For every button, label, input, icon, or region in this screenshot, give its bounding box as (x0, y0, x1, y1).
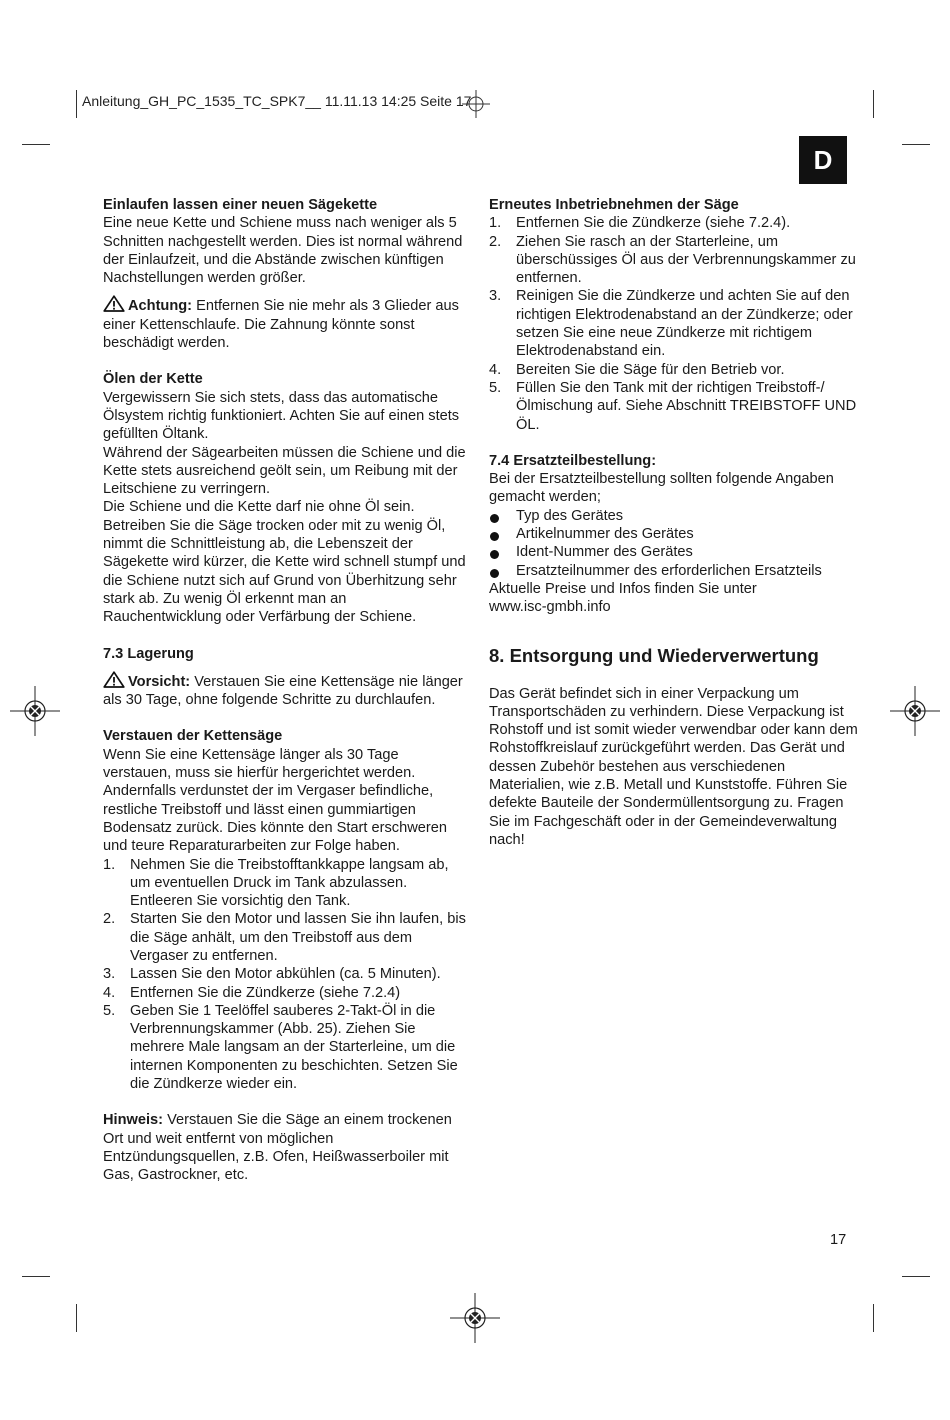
bullet-icon (490, 550, 499, 559)
paragraph: Während der Sägearbeiten müssen die Schiene und die Kette stets ausreichend geölt sein, um Reibung mit der Leitschiene zu verringern. (103, 444, 466, 498)
list-item (489, 507, 859, 525)
crop-mark (902, 1276, 930, 1277)
print-header: Anleitung_GH_PC_1535_TC_SPK7__ 11.11.13 14:25 Seite 17 (82, 93, 472, 109)
list-item (103, 965, 468, 983)
list-number: 3. (489, 288, 502, 305)
list-number: 3. (103, 966, 116, 983)
caution-text: Verstauen Sie eine Kettensäge nie länger als 30 Tage, ohne folgende Schritte zu durchlaufen. (103, 673, 463, 709)
chapter-heading: 8. Entsorgung und Wiederverwertung (489, 644, 819, 666)
list-text: Entfernen Sie die Zündkerze (siehe 7.2.4). (516, 215, 791, 232)
list-item (103, 984, 468, 1002)
list-text: Artikelnummer des Gerätes (516, 526, 694, 543)
registration-mark-icon (10, 686, 60, 736)
caution-label: Vorsicht: (128, 673, 191, 690)
list-item (103, 856, 468, 911)
list-text: Nehmen Sie die Treibstofftankkappe langsam ab, um eventuellen Druck im Tank abzulassen. Entleeren Sie vorsichtig den Tank. (130, 856, 449, 910)
registration-mark-icon (450, 1293, 500, 1343)
section-title: Einlaufen lassen einer neuen Sägekette (103, 197, 378, 213)
list-item (489, 543, 859, 561)
list-text: Ziehen Sie rasch an der Starterleine, um überschüssiges Öl aus der Verbrennungskammer zu entfernen. (516, 233, 856, 287)
page-number: 17 (830, 1232, 847, 1248)
list-item (489, 379, 859, 434)
list-text: Geben Sie 1 Teelöffel sauberes 2-Takt-Öl in die Verbrennungskammer (Abb. 25). Ziehen Sie mehrere Male langsam an der Starterleine, um die internen Komponenten zu beschichten. Setzen Sie die Zündkerze wieder ein. (130, 1002, 458, 1093)
list-item (103, 910, 468, 965)
section-title: 7.4 Ersatzteilbestellung: (489, 452, 657, 469)
list-number: 1. (489, 215, 502, 232)
paragraph: Die Schiene und die Kette darf nie ohne Öl sein. Betreiben Sie die Säge trocken oder mit zu wenig Öl, nimmt die Schnittleistung ab, die Lebenszeit der Sägekette wird kürzer, die Kette wird schnell stumpf und die Schiene nutzt sich auf Grund von Überhitzung sehr stark ab. Zu wenig Öl erkennt man an Rauchentwicklung oder Verfärbung der Schiene. (103, 499, 466, 626)
crop-mark (873, 1304, 874, 1332)
paragraph: Bei der Ersatzteilbestellung sollten folgende Angaben gemacht werden; (489, 471, 834, 506)
bullet-list (489, 507, 859, 580)
bullet-icon (490, 569, 499, 578)
warning-triangle-icon (103, 671, 125, 688)
registration-mark-icon (890, 686, 940, 736)
bullet-icon (490, 532, 499, 541)
note-label: Hinweis: (103, 1112, 164, 1129)
list-text: Ident-Nummer des Gerätes (516, 544, 693, 561)
section-title: Erneutes Inbetriebnehmen der Säge (489, 197, 739, 213)
warning-triangle-icon (103, 295, 125, 312)
list-number: 4. (103, 984, 116, 1001)
list-number: 2. (103, 911, 116, 928)
list-text: Reinigen Sie die Zündkerze und achten Sie auf den richtigen Elektrodenabstand an der Zündkerze; oder setzen Sie eine neue Zündkerze mit richtigem Elektrodenabstand ein. (516, 288, 853, 360)
list-item (489, 214, 859, 232)
paragraph: Eine neue Kette und Schiene muss nach weniger als 5 Schnitten nachgestellt werden. Dies ist normal während der Einlaufzeit, und die Abstände zwischen künftigen Nachstellungen werden größer. (103, 215, 463, 287)
crop-mark (22, 1276, 50, 1277)
list-item (103, 1002, 468, 1093)
caution-text: Entfernen Sie nie mehr als 3 Glieder aus einer Kettenschlaufe. Die Zahnung könnte sonst beschädigt werden. (103, 298, 459, 352)
list-item (489, 233, 859, 288)
list-text: Starten Sie den Motor und lassen Sie ihn laufen, bis die Säge anhält, um den Treibstoff aus dem Vergaser zu entfernen. (130, 911, 466, 964)
list-number: 4. (489, 361, 502, 378)
note-text: Verstauen Sie die Säge an einem trockenen Ort und weit entfernt von möglichen Entzündungsquellen, z.B. Ofen, Heißwasserboiler mit Gas, Gastrockner, etc. (103, 1112, 452, 1184)
list-item (489, 361, 859, 379)
list-item (489, 287, 859, 360)
caution-label: Achtung: (128, 298, 193, 315)
list-text: Bereiten Sie die Säge für den Betrieb vor. (516, 361, 785, 378)
list-number: 1. (103, 856, 116, 873)
paragraph: Wenn Sie eine Kettensäge länger als 30 Tage verstauen, muss sie hierfür hergerichtet werden. Andernfalls verdunstet der im Vergaser befindliche, restliche Treibstoff und lässt einen gummiartigen Bodensatz zurück. Dies könnte den Start erschweren und teure Reparaturarbeiten zur Folge haben. (103, 746, 447, 855)
paragraph: Aktuelle Preise und Infos finden Sie unter www.isc-gmbh.info (489, 580, 757, 616)
list-text: Füllen Sie den Tank mit der richtigen Treibstoff-/ Ölmischung auf. Siehe Abschnitt TREIBSTOFF UND ÖL. (516, 379, 857, 433)
list-text: Ersatzteilnummer des erforderlichen Ersatzteils (516, 562, 822, 579)
numbered-list (103, 856, 468, 1094)
crop-mark (902, 144, 930, 145)
numbered-list (489, 214, 859, 434)
list-text: Lassen Sie den Motor abkühlen (ca. 5 Minuten). (130, 966, 441, 983)
left-column (103, 196, 468, 1185)
list-item (489, 562, 859, 580)
crop-mark (873, 90, 874, 118)
list-text: Typ des Gerätes (516, 507, 624, 524)
paragraph: Das Gerät befindet sich in einer Verpackung um Transportschäden zu verhindern. Diese Verpackung ist Rohstoff und ist somit wieder verwendbar oder kann dem Rohstoffkreislauf zurückgeführt werden. Das Gerät und dessen Zubehör bestehen aus verschiedenen Materialien, wie z.B. Metall und Kunststoffe. Führen Sie defekte Bauteile der Sondermüllentsorgung zu. Fragen Sie im Fachgeschäft oder in der Gemeindeverwaltung nach! (489, 685, 858, 848)
note (103, 1111, 468, 1184)
section-title: Ölen der Kette (103, 371, 203, 388)
language-badge: D (799, 136, 847, 184)
list-text: Entfernen Sie die Zündkerze (siehe 7.2.4) (130, 984, 401, 1001)
paragraph: Vergewissern Sie sich stets, dass das automatische Ölsystem richtig funktioniert. Achten Sie auf einen stets gefüllten Öltank. (103, 389, 460, 443)
caution-note (103, 295, 468, 352)
section-title: Verstauen der Kettensäge (103, 728, 283, 745)
crop-mark (22, 144, 50, 145)
crop-mark (76, 90, 77, 118)
bullet-icon (490, 514, 499, 523)
section-title: 7.3 Lagerung (103, 645, 194, 662)
right-column (489, 196, 859, 849)
list-number: 2. (489, 233, 502, 250)
list-number: 5. (489, 379, 502, 396)
list-item (489, 525, 859, 543)
crop-mark (76, 1304, 77, 1332)
list-number: 5. (103, 1002, 116, 1019)
caution-note (103, 671, 468, 710)
